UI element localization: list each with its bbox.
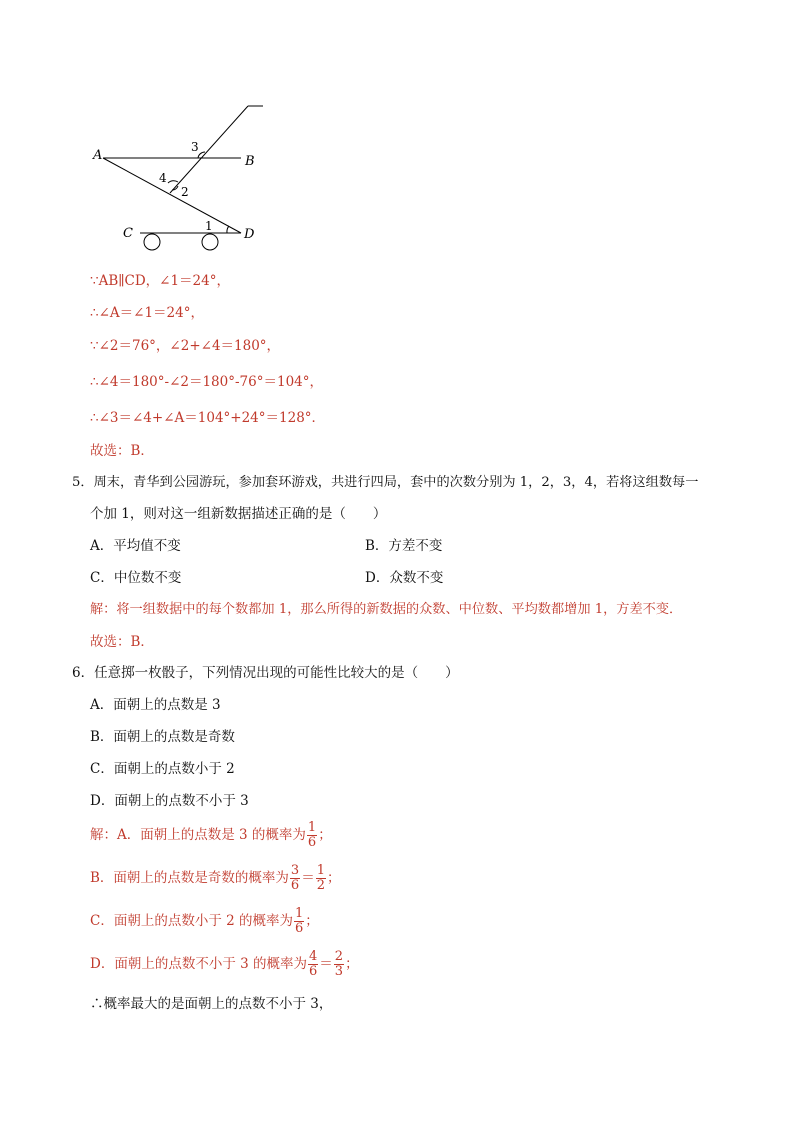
q5-option-d: D．众数不变 xyxy=(365,570,444,586)
label-angle-3: 3 xyxy=(191,140,199,154)
label-a: A xyxy=(93,148,103,163)
transversal-line xyxy=(170,106,248,193)
q6-sol-c-text: C．面朝上的点数小于 2 的概率为 xyxy=(90,913,294,929)
q5-option-b: B．方差不变 xyxy=(365,538,443,554)
q6-solution-c: C．面朝上的点数小于 2 的概率为 $\frac{1}{6}$ ； xyxy=(90,906,319,936)
q4-step-5: ∴∠3＝∠4+∠A＝104°+24°＝128°． xyxy=(90,410,326,426)
q5-solution: 解：将一组数据中的每个数都加 1，那么所得的新数据的众数、中位数、平均数都增加 1，方差不变． xyxy=(90,602,683,617)
q6-option-b: B．面朝上的点数是奇数 xyxy=(90,729,235,745)
fraction: $\frac{3}{6}$ xyxy=(290,863,300,893)
angle-arc-1 xyxy=(227,226,229,233)
q6-sol-d-text: D．面朝上的点数不小于 3 的概率为 xyxy=(90,956,307,972)
q5-stem-line-1: 5．周末，青华到公园游玩，参加套环游戏，共进行四局，套中的次数分别为 1，2，3，4，若将这组数每一 xyxy=(72,475,699,490)
wheel-left xyxy=(144,234,160,250)
label-c: C xyxy=(123,226,133,241)
angle-arc-4 xyxy=(168,181,178,183)
q6-sol-a-text: 解：A．面朝上的点数是 3 的概率为 xyxy=(90,827,306,843)
q4-step-3: ∵∠2＝76°，∠2+∠4＝180°， xyxy=(90,338,281,354)
q4-answer: 故选：B． xyxy=(90,443,154,459)
q4-step-1: ∵AB∥CD，∠1＝24°， xyxy=(90,273,230,289)
q5-stem-line-2: 个加 1，则对这一组新数据描述正确的是（ ） xyxy=(90,506,387,522)
label-d: D xyxy=(244,227,255,242)
q6-sol-b-text: B．面朝上的点数是奇数的概率为 xyxy=(90,870,289,886)
label-b: B xyxy=(245,154,255,169)
fraction: $\frac{1}{6}$ xyxy=(307,820,317,850)
q5-option-c: C．中位数不变 xyxy=(90,570,182,586)
q6-solution-a: 解：A．面朝上的点数是 3 的概率为 $\frac{1}{6}$ ； xyxy=(90,820,332,850)
q4-step-4: ∴∠4＝180°-∠2＝180°-76°＝104°， xyxy=(90,374,323,390)
q6-option-a: A．面朝上的点数是 3 xyxy=(90,697,221,713)
q4-step-2: ∴∠A＝∠1＝24°， xyxy=(90,305,204,321)
label-angle-1: 1 xyxy=(205,219,213,233)
q6-conclusion: ∴概率最大的是面朝上的点数不小于 3， xyxy=(90,996,333,1012)
fraction: $\frac{2}{3}$ xyxy=(334,949,344,979)
q5-answer: 故选：B． xyxy=(90,634,154,650)
q6-solution-b: B．面朝上的点数是奇数的概率为 $\frac{3}{6}$ ＝ $\frac{1}{2}$ ； xyxy=(90,863,341,893)
q6-stem: 6．任意掷一枚骰子，下列情况出现的可能性比较大的是（ ） xyxy=(72,665,459,681)
wheel-right xyxy=(202,234,218,250)
fraction: $\frac{1}{2}$ xyxy=(316,863,325,893)
label-angle-4: 4 xyxy=(159,171,167,185)
label-angle-2: 2 xyxy=(181,185,189,199)
fraction: $\frac{1}{6}$ xyxy=(295,906,304,936)
fraction: $\frac{4}{6}$ xyxy=(309,949,318,979)
line-ad xyxy=(103,158,241,233)
q6-solution-d: D．面朝上的点数不小于 3 的概率为 $\frac{4}{6}$ ＝ $\frac{2}{3}$ ； xyxy=(90,949,359,979)
q6-option-d: D．面朝上的点数不小于 3 xyxy=(90,793,249,809)
q5-option-a: A．平均值不变 xyxy=(90,538,181,554)
q6-option-c: C．面朝上的点数小于 2 xyxy=(90,761,235,777)
